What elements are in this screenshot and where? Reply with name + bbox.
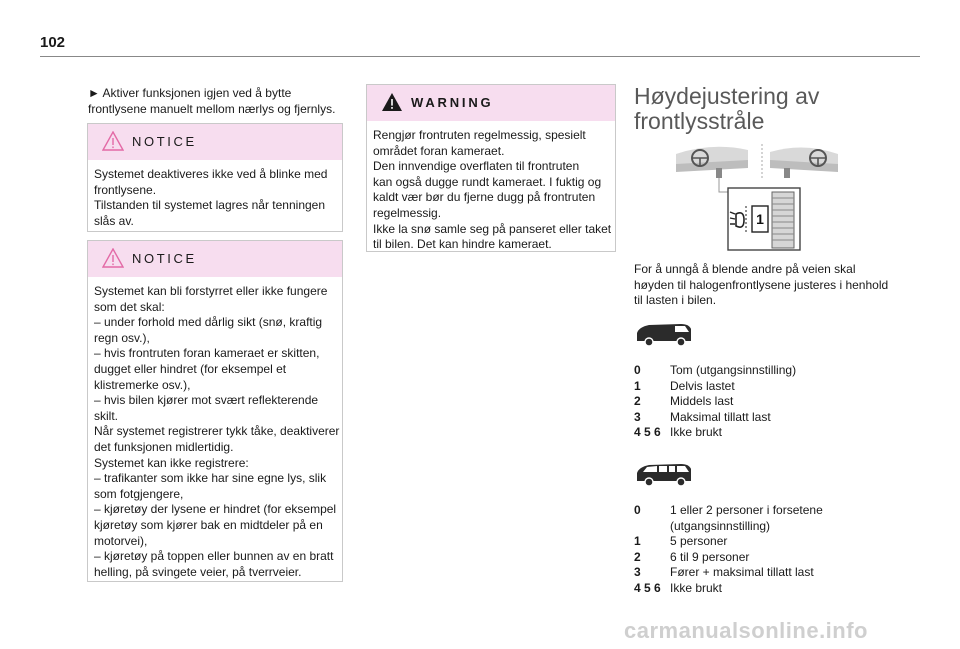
- dashboard-left-icon: [676, 147, 748, 178]
- notice-line: helling, på svingete veier, på tverrveier.: [94, 564, 302, 579]
- legend-row: [634, 581, 823, 597]
- legend-key: 1: [634, 378, 641, 393]
- legend-value: Ikke brukt: [670, 425, 723, 440]
- notice-body: [88, 160, 342, 237]
- notice-title: NOTICE: [132, 134, 197, 149]
- warning-box: [366, 84, 616, 252]
- warning-line: regelmessig.: [373, 205, 442, 220]
- notice-line: – kjøretøy der lysene er hindret (for eksempel: [94, 502, 337, 517]
- intro-line: frontlysene manuelt mellom nærlys og fjernlys.: [88, 101, 336, 116]
- legend-row: [634, 565, 823, 581]
- legend-value: Delvis lastet: [670, 378, 735, 393]
- legend-key: 4 5 6: [634, 580, 661, 595]
- legend-row: [634, 519, 823, 535]
- paragraph-line: til lasten i bilen.: [634, 293, 717, 308]
- legend-row: [634, 425, 796, 441]
- notice-line: klistremerke osv.),: [94, 377, 191, 392]
- notice-title: NOTICE: [132, 251, 197, 266]
- notice-line: Tilstanden til systemet lagres når tenningen: [94, 198, 326, 213]
- notice-warning-icon: [102, 248, 124, 268]
- notice-line: skilt.: [94, 408, 118, 423]
- notice-box-2: [87, 240, 343, 582]
- connector-line: [719, 178, 728, 192]
- notice-line: Når systemet registrerer tykk tåke, deaktiverer: [94, 424, 340, 439]
- dashboard-right-icon: [770, 147, 838, 178]
- legend-row: [634, 394, 796, 410]
- notice-line: slås av.: [94, 213, 134, 228]
- section-title-line: Høydejustering av: [634, 83, 820, 109]
- warning-line: til bilen. Det kan hindre kameraet.: [373, 237, 552, 252]
- notice-line: det funksjonen midlertidig.: [94, 439, 234, 454]
- notice-line: motorvei),: [94, 533, 148, 548]
- intro-text: [88, 86, 344, 117]
- notice-line: – under forhold med dårlig sikt (snø, kraftig: [94, 315, 323, 330]
- warning-triangle-icon: [381, 92, 403, 112]
- headlamp-adjustment-illustration: [672, 140, 842, 252]
- notice-line: Systemet kan bli forstyrret eller ikke fungere: [94, 284, 328, 298]
- notice-line: – hvis bilen kjører mot svært reflekterende: [94, 393, 319, 408]
- notice-warning-icon: [102, 131, 124, 151]
- notice-line: – hvis frontruten foran kameraet er skitten,: [94, 346, 320, 361]
- intro-line: ► Aktiver funksjonen igjen ved å bytte: [88, 86, 292, 100]
- legend-row: [634, 363, 796, 379]
- warning-line: kaldt vær bør du fjerne dugg på frontruten: [373, 190, 596, 205]
- legend-row: [634, 379, 796, 395]
- page-number: 102: [40, 34, 66, 51]
- notice-body: [88, 277, 342, 588]
- warning-line: Den innvendige overflaten til frontruten: [373, 159, 580, 174]
- section-paragraph: [634, 262, 914, 309]
- legend-key: [634, 519, 670, 535]
- notice-line: som fotgjengere,: [94, 486, 184, 501]
- notice-line: Systemet deaktiveres ikke ved å blinke med: [94, 167, 328, 181]
- warning-title: WARNING: [411, 95, 494, 110]
- legend-value: 6 til 9 personer: [670, 549, 750, 564]
- notice-header: [88, 124, 342, 160]
- legend-value: 5 personer: [670, 534, 728, 549]
- warning-body: [367, 121, 615, 261]
- legend-row: [634, 503, 823, 519]
- utility-van-icon: [635, 321, 693, 347]
- legend-key: 4 5 6: [634, 425, 661, 440]
- legend-key: 2: [634, 394, 641, 409]
- warning-line: Rengjør frontruten regelmessig, spesielt: [373, 128, 586, 142]
- warning-header: [367, 85, 615, 121]
- paragraph-line: For å unngå å blende andre på veien skal: [634, 262, 856, 276]
- legend-row: [634, 410, 796, 426]
- legend-key: 3: [634, 565, 641, 580]
- notice-line: regn osv.),: [94, 330, 150, 345]
- legend-value: Tom (utgangsinnstilling): [670, 363, 797, 377]
- load-legend-utility: [634, 363, 796, 441]
- notice-line: som det skal:: [94, 299, 165, 314]
- legend-value: Fører + maksimal tillatt last: [670, 565, 814, 580]
- paragraph-line: høyden til halogenfrontlysene justeres i henhold: [634, 277, 889, 292]
- notice-box-1: [87, 123, 343, 232]
- section-title-line: frontlysstråle: [634, 108, 765, 134]
- header-divider: [40, 56, 920, 57]
- headlamp-dial-icon: [728, 188, 800, 250]
- legend-key: 0: [634, 363, 641, 377]
- watermark: carmanualsonline.info: [624, 618, 868, 643]
- legend-value: Ikke brukt: [670, 580, 723, 595]
- legend-value: 1 eller 2 personer i forsetene: [670, 503, 823, 517]
- warning-line: Ikke la snø samle seg på panseret eller taket: [373, 221, 612, 236]
- load-legend-passenger: [634, 503, 823, 597]
- legend-key: 0: [634, 503, 641, 517]
- notice-line: – trafikanter som ikke har sine egne lys, slik: [94, 471, 327, 486]
- notice-line: – kjøretøy på toppen eller bunnen av en bratt: [94, 549, 334, 564]
- notice-line: Systemet kan ikke registrere:: [94, 455, 249, 470]
- legend-key: 2: [634, 549, 641, 564]
- notice-line: frontlysene.: [94, 182, 157, 197]
- notice-header: [88, 241, 342, 277]
- legend-value: Middels last: [670, 394, 734, 409]
- legend-key: 1: [634, 534, 641, 549]
- dial-number: 1: [756, 211, 764, 227]
- legend-value: Maksimal tillatt last: [670, 409, 771, 424]
- legend-value: (utgangsinnstilling): [670, 518, 771, 533]
- notice-line: dugget eller hindret (for eksempel et: [94, 361, 287, 376]
- passenger-van-icon: [635, 461, 693, 487]
- warning-line: kan også dugge rundt kameraet. I fuktig og: [373, 174, 602, 189]
- notice-line: kjøretøy som kjører bak en midtdeler på en: [94, 517, 323, 532]
- legend-row: [634, 550, 823, 566]
- legend-row: [634, 534, 823, 550]
- section-title: [634, 84, 819, 134]
- warning-line: området foran kameraet.: [373, 143, 505, 158]
- legend-key: 3: [634, 409, 641, 424]
